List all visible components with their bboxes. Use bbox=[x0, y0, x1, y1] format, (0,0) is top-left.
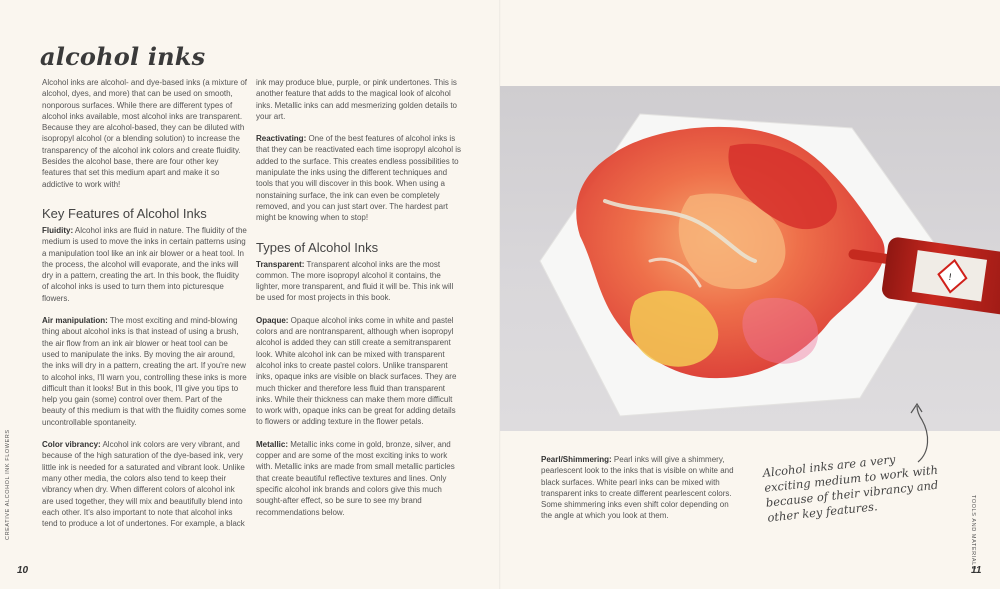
metallic-paragraph bbox=[256, 439, 461, 518]
pearl-paragraph bbox=[541, 454, 736, 522]
opaque-paragraph bbox=[256, 315, 461, 428]
middle-column bbox=[256, 77, 461, 529]
pearl-label: Pearl/Shimmering: bbox=[541, 455, 612, 464]
pearl-column bbox=[541, 454, 736, 533]
transparent-paragraph bbox=[256, 259, 461, 304]
page-number-right: 11 bbox=[971, 565, 982, 576]
color-vibrancy-label: Color vibrancy: bbox=[42, 440, 101, 450]
air-manipulation-label: Air manipulation: bbox=[42, 316, 108, 326]
metallic-label: Metallic: bbox=[256, 439, 289, 449]
opaque-label: Opaque: bbox=[256, 315, 289, 325]
fluidity-text: Alcohol inks are fluid in nature. The fluidity of the medium is used to move the inks in certain patterns using a manipulation tool like an ink air blower or a heat tool. In the process, the alcohol will evaporate, and the inks will dry in a pattern, creating the art. In this book, the fluidity of alcohol inks is used to turn them into picturesque flowers. bbox=[42, 225, 247, 303]
ink-artwork-illustration bbox=[500, 86, 1000, 431]
intro-paragraph: Alcohol inks are alcohol- and dye-based inks (a mixture of alcohol, dyes, and more) that can be used on smooth, nonporous surfaces. While there are different types of alcohol inks available, most alcohol inks are transparent. Because they are alcohol-based, they can be diluted with isopropyl alcohol (or a blending solution) to increase the transparency of the alcohol ink colors and create fluidity. Besides the alcohol base, there are four other key features that set this medium apart and make it so addictive to work with! bbox=[42, 78, 247, 189]
color-vibrancy-text: Alcohol ink colors are very vibrant, and because of the high saturation of the dye-based ink, very little ink is needed for a saturated and vibrant look. Unlike many other media, the colors also tend to keep their vibrancy when dry. When different colors of alcohol ink are used together, they will mix and beautifully blend into each other. It's also important to note that alcohol inks tend to produce a lot of undertones. For example, a black bbox=[42, 440, 245, 529]
types-heading: Types of Alcohol Inks bbox=[256, 239, 379, 255]
alcohol-ink-photo bbox=[500, 86, 1000, 431]
color-vibrancy-continued: ink may produce blue, purple, or pink undertones. This is another feature that adds to the magical look of alcohol inks. Metallic inks can add mesmerizing golden details to your art. bbox=[256, 78, 457, 121]
opaque-text: Opaque alcohol inks come in white and pastel colors and are nontransparent, although when isopropyl alcohol is added they can still create a semitransparent look. White alcohol ink can be mixed with transparent alcohol inks to create pastel colors. Unlike transparent inks, opaque inks are visible on black surfaces. They are much thicker and therefore less fluid than transparent inks. While their thickness can make them more difficult to work with, opaque inks can be great for adding details to flowers or adding texture in the flower petals. bbox=[256, 315, 457, 427]
fluidity-paragraph bbox=[42, 225, 247, 304]
air-manipulation-text: The most exciting and mind-blowing thing about alcohol inks is that instead of using a brush, the air flow from an ink air blower or heat tool can be used to manipulate the inks. By moving the air around, the inks will dry in a pattern, creating the art. If you're new to alcohol inks, I'll warn you, controlling these inks is more difficult than it looks! But in this book, I'll give you tips to help you gain (some) control over them. Part of the beauty of this medium is that with the fluidity comes some uncontrollable spontaneity. bbox=[42, 316, 247, 427]
reactivating-paragraph bbox=[256, 133, 461, 223]
air-manipulation-paragraph bbox=[42, 315, 247, 428]
transparent-text: Transparent alcohol inks are the most common. The more isopropyl alcohol it contains, the lighter, more transparent, and fluid it will be. This ink will be used for most projects in this book. bbox=[256, 259, 454, 303]
running-head-right: TOOLS AND MATERIALS bbox=[970, 495, 976, 571]
page-title: alcohol inks bbox=[40, 42, 206, 71]
reactivating-text: One of the best features of alcohol inks is that they can be reactivated each time isopropyl alcohol is added to the surface. This creates endless possibilities to manipulate the inks using the different techniques and tools that you will discover in this book. When using a nonstaining surface, the ink can even be completely removed, and you can just start over. The hardest part might be knowing when to stop! bbox=[256, 134, 462, 223]
page-number-left: 10 bbox=[17, 565, 29, 576]
handwritten-caption: Alcohol inks are a very exciting medium to work with because of their vibrancy and other key features. bbox=[762, 452, 939, 525]
transparent-label: Transparent: bbox=[256, 259, 305, 269]
hazard-mark: ! bbox=[947, 272, 953, 284]
metallic-text: Metallic inks come in gold, bronze, silver, and copper and are some of the most exciting inks to work with. Metallic inks are made from small metallic particles that create beautiful reflective textures and lines. Only specific alcohol ink brands and colors give this much sought-after effect, so be sure to see my brand recommendations below. bbox=[256, 439, 455, 517]
left-column bbox=[42, 77, 247, 540]
running-head-left: CREATIVE ALCOHOL INK FLOWERS bbox=[5, 429, 11, 540]
key-features-heading: Key Features of Alcohol Inks bbox=[42, 205, 207, 221]
reactivating-label: Reactivating: bbox=[256, 134, 307, 144]
fluidity-label: Fluidity: bbox=[42, 225, 74, 235]
color-vibrancy-paragraph bbox=[42, 439, 247, 529]
pearl-text: Pearl inks will give a shimmery, pearlescent look to the inks that is visible on white and black surfaces. White pearl inks can be mixed with transparent inks to create different pearlescent colors. Some shimmering inks even shift color depending on the angle at which you look at them. bbox=[541, 455, 734, 521]
